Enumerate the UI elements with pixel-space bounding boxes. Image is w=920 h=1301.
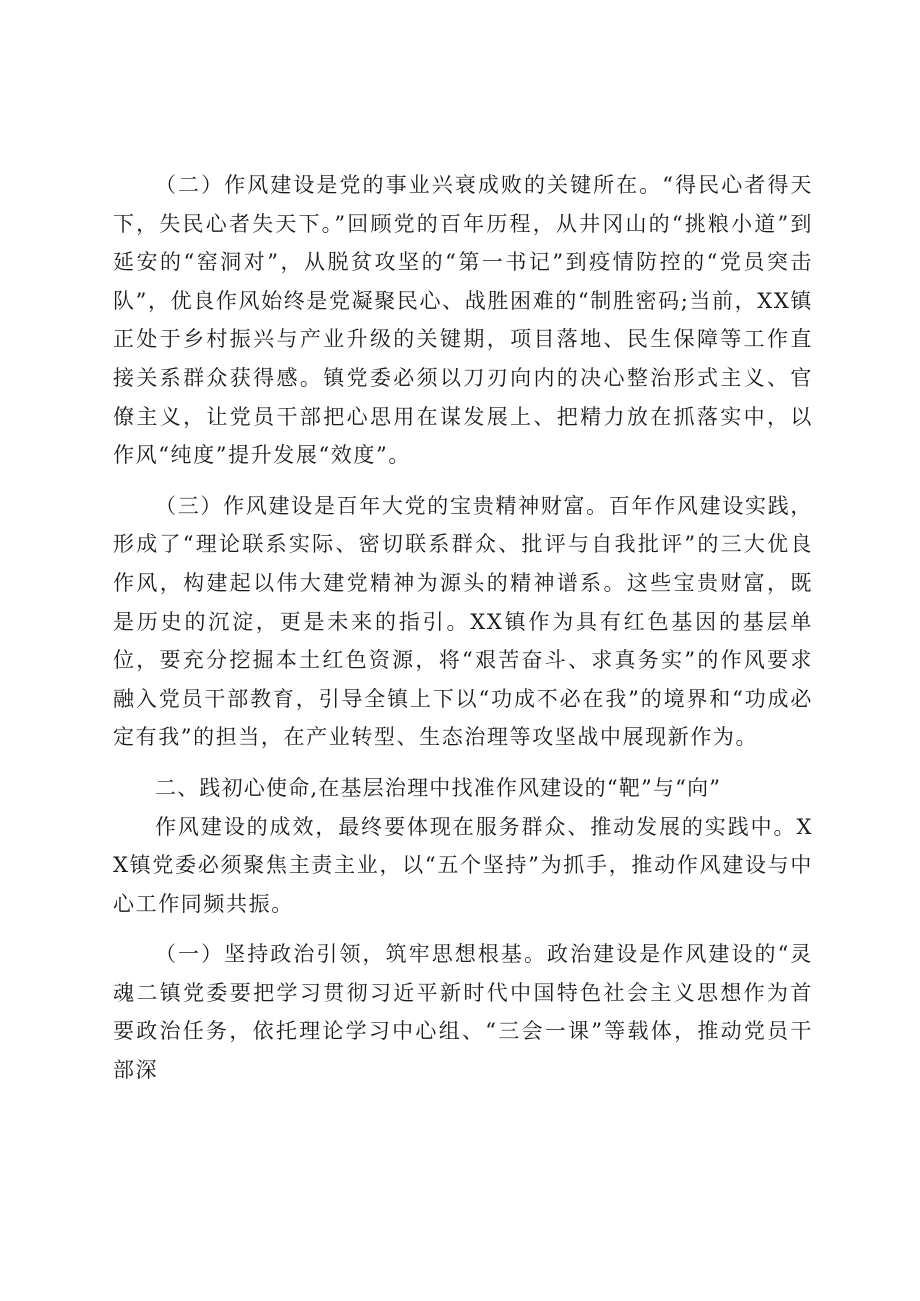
section-intro-paragraph: 作风建设的成效，最终要体现在服务群众、推动发展的实践中。XX镇党委必须聚焦主责主业，以“五个坚持”为抓手，推动作风建设与中心工作同频共振。 [113, 814, 813, 916]
paragraph-3: （三）作风建设是百年大党的宝贵精神财富。百年作风建设实践，形成了“理论联系实际、密切联系群众、批评与自我批评”的三大优良作风，构建起以伟大建党精神为源头的精神谱系。这些宝贵财富，既是历史的沉淀，更是未来的指引。XX镇作为具有红色基因的基层单位，要充分挖掘本土红色资源，将“艰苦奋斗、求真务实”的作风要求融入党员干部教育，引导全镇上下以“功成不必在我”的境界和“功成必定有我”的担当，在产业转型、生态治理等攻坚战中展现新作为。 [113, 493, 813, 750]
document-body [113, 166, 813, 1090]
paragraph-item-1: （一）坚持政治引领，筑牢思想根基。政治建设是作风建设的“灵魂二镇党委要把学习贯彻习近平新时代中国特色社会主义思想作为首要政治任务，依托理论学习中心组、“三会一课”等载体，推动党员干部深 [113, 942, 813, 1083]
paragraph-2: （二）作风建设是党的事业兴衰成败的关键所在。“得民心者得天下，失民心者失天下。”回顾党的百年历程，从井冈山的“挑粮小道”到延安的“窑洞对”，从脱贫攻坚的“第一书记”到疫情防控的“党员突击队”，优良作风始终是党凝聚民心、战胜困难的“制胜密码;当前，XX镇正处于乡村振兴与产业升级的关键期，项目落地、民生保障等工作直接关系群众获得感。镇党委必须以刀刃向内的决心整治形式主义、官僚主义，让党员干部把心思用在谋发展上、把精力放在抓落实中，以作风“纯度”提升发展“效度”。 [113, 173, 813, 468]
section-heading: 二、践初心使命,在基层治理中找准作风建设的“靶”与“向” [155, 775, 722, 800]
